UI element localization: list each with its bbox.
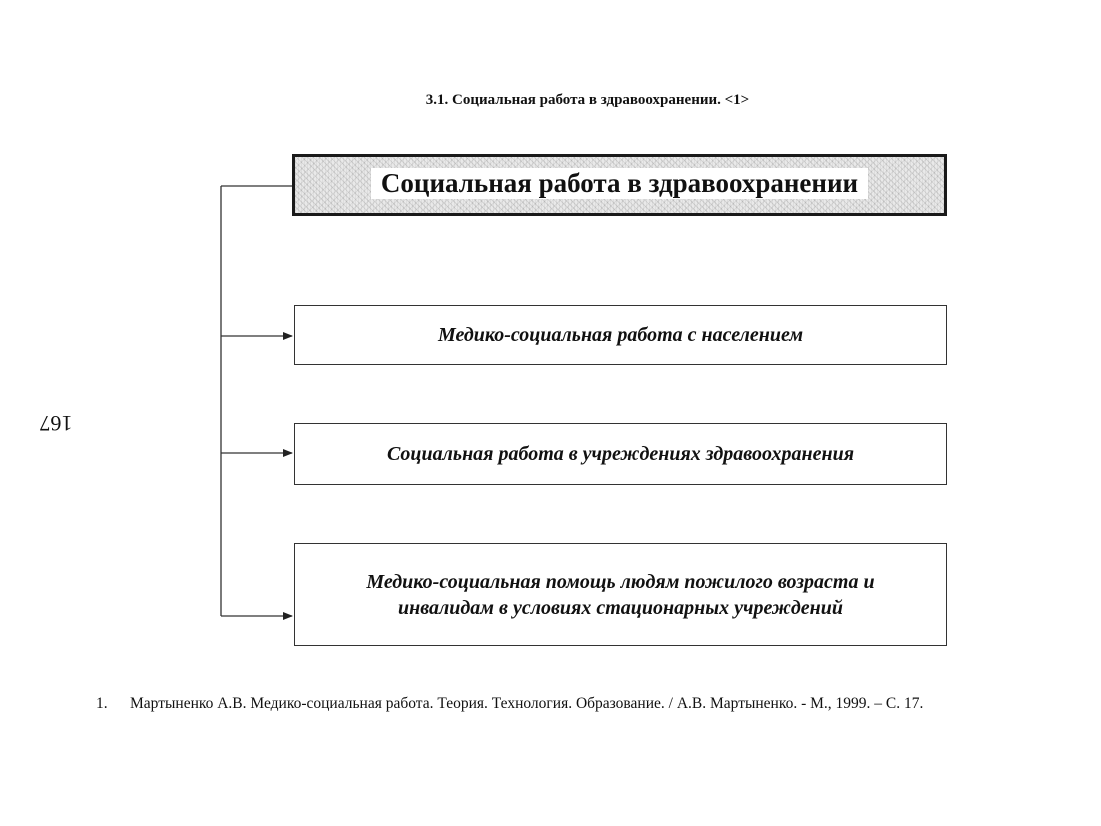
branch-box-3 bbox=[294, 543, 947, 646]
branch-box-2 bbox=[294, 423, 947, 485]
root-label: Социальная работа в здравоохранении bbox=[371, 168, 868, 199]
footnote bbox=[96, 694, 1076, 713]
branch-box-1 bbox=[294, 305, 947, 365]
footnote-number: 1. bbox=[96, 695, 108, 712]
branch-label-2: Социальная работа в учреждениях здравоохранения bbox=[386, 443, 855, 465]
root-box bbox=[292, 154, 947, 216]
branch-label-1: Медико-социальная работа с населением bbox=[437, 324, 804, 346]
page-number: 167 bbox=[39, 411, 73, 436]
footnote-text: Мартыненко А.В. Медико-социальная работа. Теория. Технология. Образование. / А.В. Мартыненко. - М., 1999. – С. 17. bbox=[130, 695, 924, 712]
branch-label-3: Медико-социальная помощь людям пожилого возраста и инвалидам в условиях стационарных учреждений bbox=[366, 570, 875, 619]
section-heading-text: 3.1. Социальная работа в здравоохранении. <1> bbox=[425, 92, 750, 108]
